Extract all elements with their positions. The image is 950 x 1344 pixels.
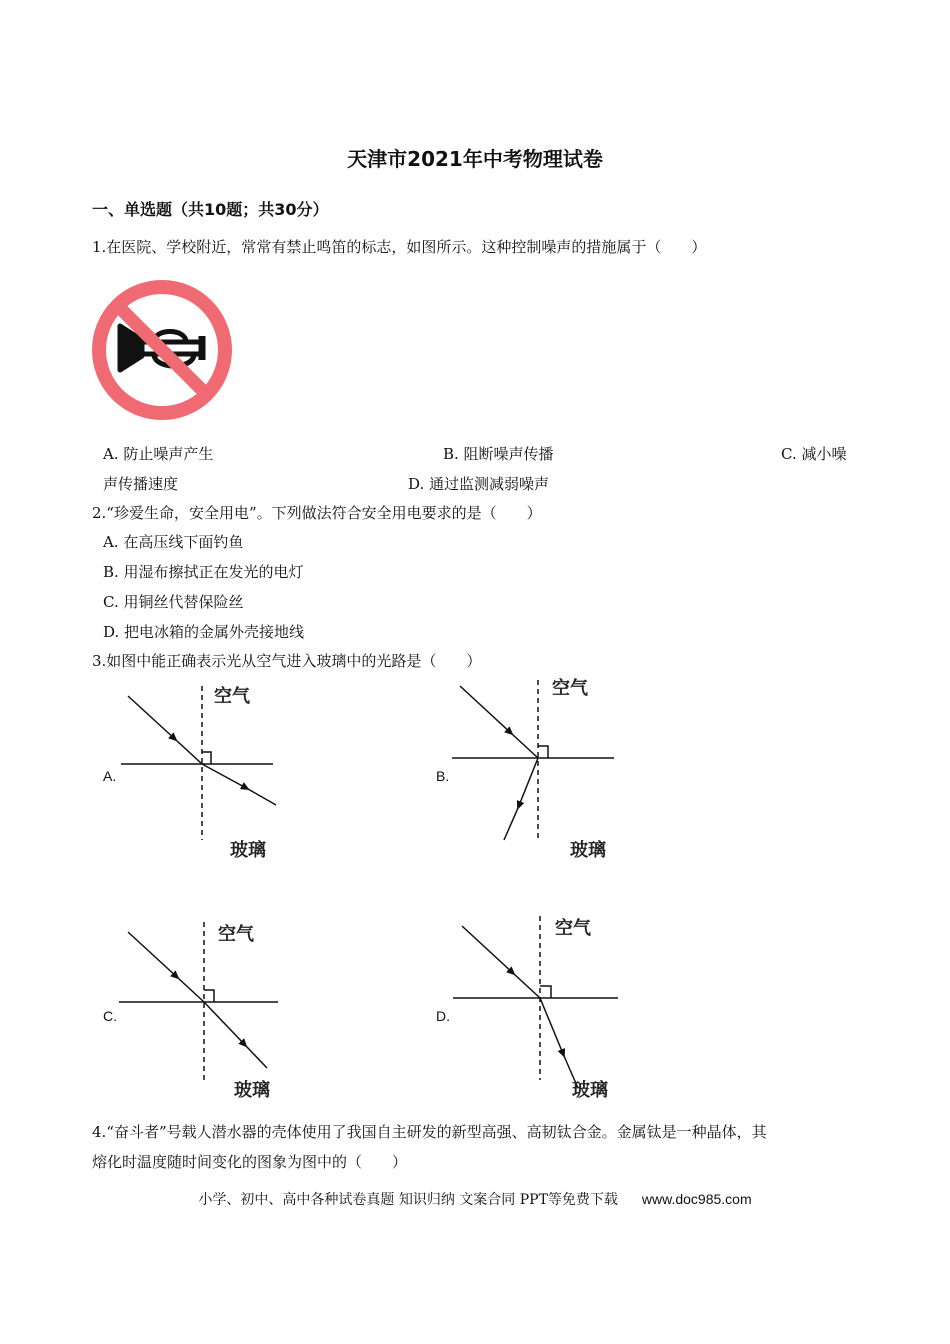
q1-option-c-part2: 声传播速度	[103, 475, 179, 493]
q2-option-b: B. 用湿布擦拭正在发光的电灯	[103, 563, 304, 581]
diagram-b-label: B.	[436, 768, 450, 784]
no-horn-sign-icon	[90, 278, 234, 422]
section-heading: 一、单选题（共10题；共30分）	[92, 200, 329, 219]
question-3-text: 3.如图中能正确表示光从空气进入玻璃中的光路是（ ）	[92, 652, 482, 670]
q2-option-a: A. 在高压线下面钓鱼	[103, 533, 244, 551]
question-1-text: 1.在医院、学校附近，常常有禁止鸣笛的标志，如图所示。这种控制噪声的措施属于（ ）	[92, 238, 707, 256]
q1-option-d: D. 通过监测减弱噪声	[408, 475, 550, 493]
diagram-a	[121, 686, 276, 840]
question-4-line1: 4.“奋斗者”号载人潜水器的壳体使用了我国自主研发的新型高强、高韧钛合金。金属钛是一种晶体，其	[92, 1123, 767, 1141]
light-path-diagrams	[0, 670, 950, 1110]
diagram-c-glass-label: 玻璃	[234, 1080, 270, 1101]
diagram-c-label: C.	[103, 1008, 117, 1024]
diagram-c	[119, 922, 278, 1080]
page-footer	[0, 1189, 950, 1209]
footer-url[interactable]: www.doc985.com	[641, 1191, 752, 1207]
q1-option-b: B. 阻断噪声传播	[443, 445, 554, 463]
diagram-b-glass-label: 玻璃	[570, 840, 606, 861]
diagram-d-air-label: 空气	[555, 918, 591, 939]
diagram-a-label: A.	[103, 768, 117, 784]
q1-option-c-part1: C. 减小噪	[781, 445, 847, 463]
diagram-d	[453, 916, 618, 1088]
diagram-d-glass-label: 玻璃	[572, 1080, 608, 1101]
q2-option-d: D. 把电冰箱的金属外壳接地线	[103, 623, 305, 641]
footer-text: 小学、初中、高中各种试卷真题 知识归纳 文案合同 PPT等免费下载	[198, 1192, 618, 1208]
question-4-line2: 熔化时温度随时间变化的图象为图中的（ ）	[92, 1153, 408, 1171]
diagram-d-label: D.	[436, 1008, 450, 1024]
diagram-b	[452, 680, 614, 840]
q2-option-c: C. 用铜丝代替保险丝	[103, 593, 244, 611]
diagram-c-air-label: 空气	[218, 924, 254, 945]
diagram-b-air-label: 空气	[552, 678, 588, 699]
q1-option-a: A. 防止噪声产生	[103, 445, 214, 463]
page-title: 天津市2021年中考物理试卷	[347, 147, 603, 171]
question-2-text: 2.“珍爱生命，安全用电”。下列做法符合安全用电要求的是（ ）	[92, 504, 542, 522]
diagram-a-air-label: 空气	[214, 686, 250, 707]
diagram-a-glass-label: 玻璃	[230, 840, 266, 861]
